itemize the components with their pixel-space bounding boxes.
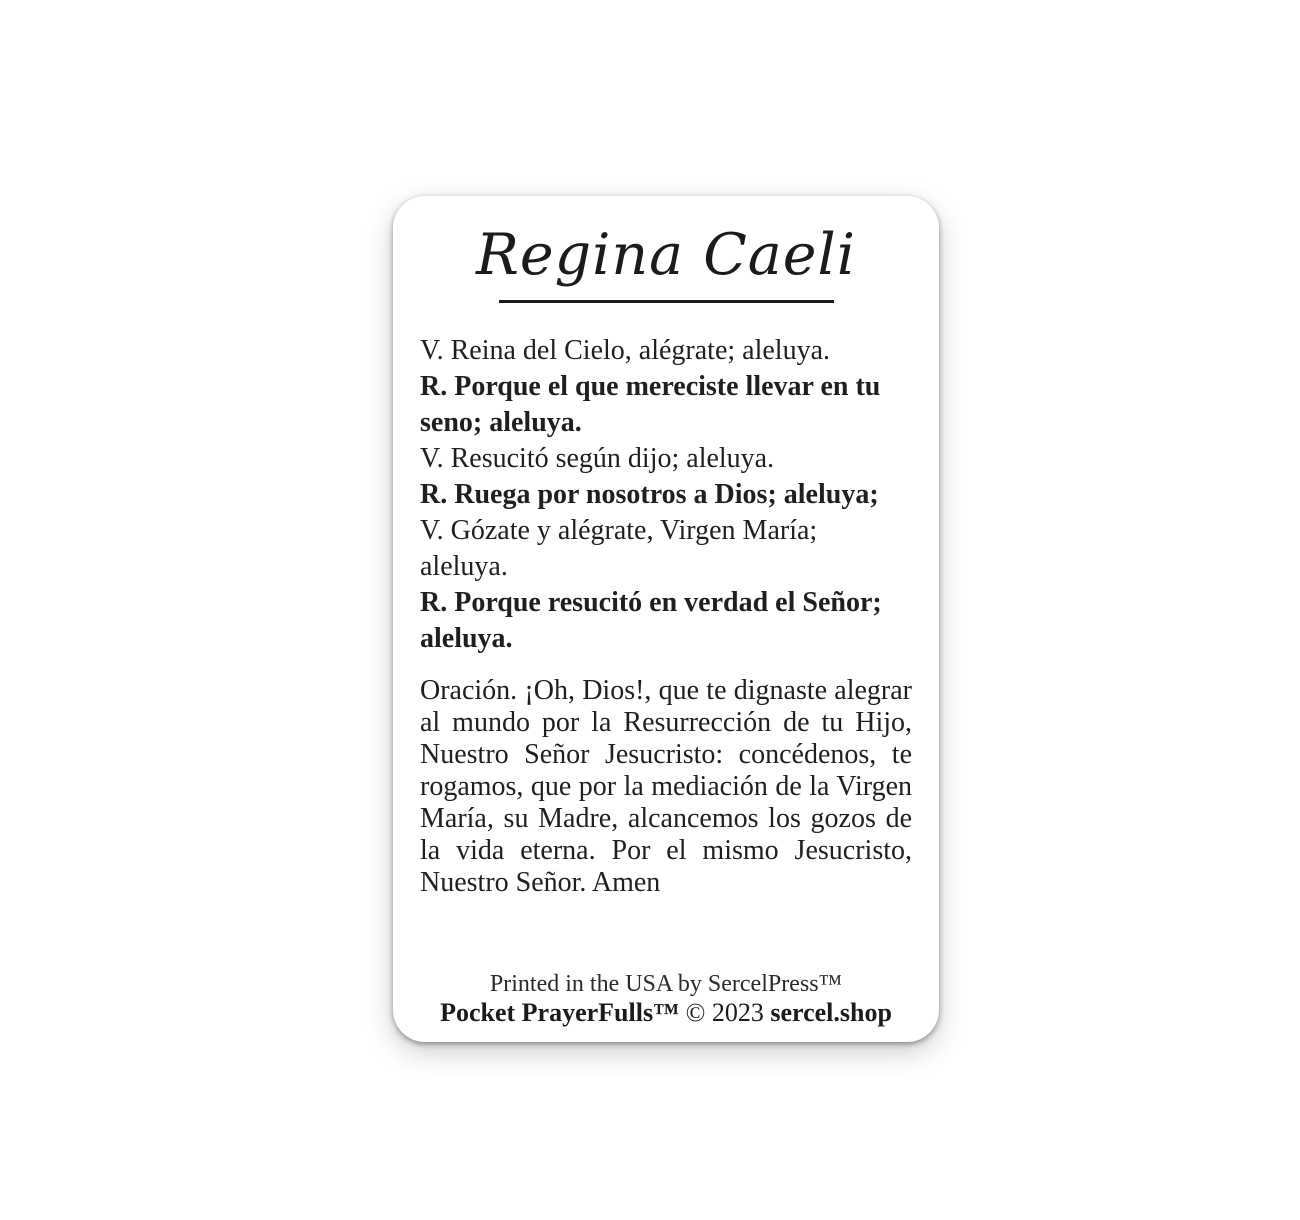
response-line-2: R. Ruega por nosotros a Dios; aleluya; (420, 479, 879, 510)
versicle-line-2: V. Resucitó según dijo; aleluya. (420, 443, 775, 474)
response-line-1: R. Porque el que mereciste llevar en tu seno; aleluya. (420, 371, 881, 438)
versicle-section (420, 333, 912, 657)
copyright-text: © 2023 (679, 998, 771, 1027)
site-name: sercel.shop (770, 998, 892, 1027)
response-line-3: R. Porque resucitó en verdad el Señor; aleluya. (420, 587, 882, 654)
versicle-line-1: V. Reina del Cielo, alégrate; aleluya. (420, 335, 831, 366)
copyright-line (393, 998, 939, 1028)
prayer-card (393, 196, 939, 1042)
versicle-line-3: V. Gózate y alégrate, Virgen María; aleluya. (420, 515, 818, 582)
card-title: Regina Caeli (476, 222, 856, 288)
brand-name: Pocket PrayerFulls™ (440, 998, 680, 1027)
title-underline (499, 300, 834, 303)
printed-by-line: Printed in the USA by SercelPress™ (489, 971, 843, 997)
card-footer (393, 970, 939, 1028)
prayer-paragraph: Oración. ¡Oh, Dios!, que te dignaste alegrar al mundo por la Resurrección de tu Hijo, Nuestro Señor Jesucristo: concédenos, te rogamos, que por la mediación de la Virgen María, su Madre, alcancemos los gozos de la vida eterna. Por el mismo Jesucristo, Nuestro Señor. Amen (420, 675, 912, 898)
